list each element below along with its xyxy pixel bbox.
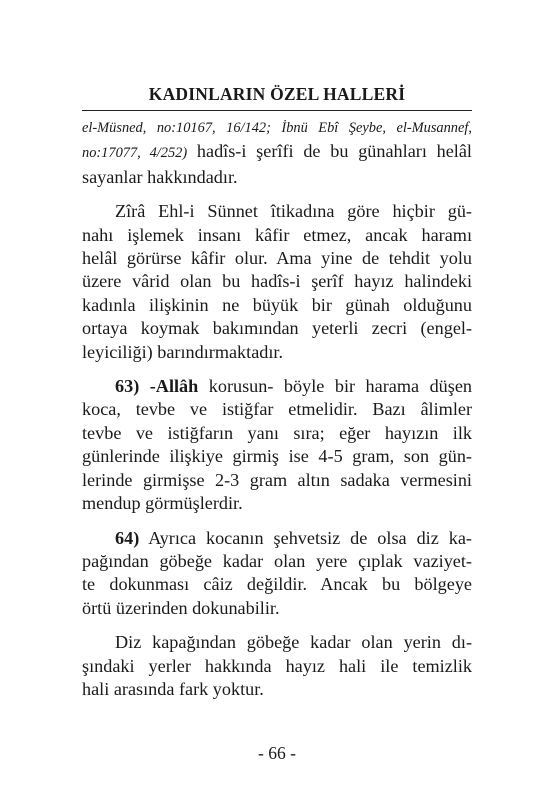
text-line: tevbe ve istiğfarın yanı sıra; eğer hayızın ilk <box>82 422 472 443</box>
body-text <box>82 117 472 701</box>
citation-line: el-Müsned, no:10167, 16/142; İbnü Ebî Şeybe, el-Musannef, <box>82 120 472 136</box>
text-line: leyiciliği) barındırmaktadır. <box>82 341 284 362</box>
text-line: ortaya koymak bakımından yeterli zecri (engel- <box>82 318 472 339</box>
text-line <box>82 375 472 398</box>
text-fragment: Ayrıca kocanın şehvetsiz de olsa diz ka- <box>139 527 472 548</box>
text-line: te dokunması câiz değildir. Ancak bu bölgeye <box>82 574 472 595</box>
paragraph-diz-kapagi <box>82 631 472 701</box>
text-line: Diz kapağından göbeğe kadar olan yerin dı- <box>115 632 472 653</box>
text-line: nahı işlemek insanı kâfir etmez, ancak haramı <box>82 224 472 245</box>
text-line: pağından göbeğe kadar olan yere çıplak vaziyet- <box>82 550 472 571</box>
header-rule <box>82 110 472 111</box>
text-line: örtü üzerinden dokunabilir. <box>82 597 280 618</box>
text-fragment: hadîs-i şerîfi de bu günahları helâl <box>187 141 472 162</box>
text-line: üzere vârid olan bu hadîs-i şerîf hayız halindeki <box>82 271 472 292</box>
running-head: KADINLARIN ÖZEL HALLERİ <box>148 84 406 104</box>
paragraph-citation-end <box>82 117 472 189</box>
text-line: Zîrâ Ehl-i Sünnet îtikadına göre hiçbir gü- <box>115 201 472 222</box>
text-line: mendup görmüşlerdir. <box>82 493 243 514</box>
text-line: kadınla ilişkinin ne büyük bir günah olduğunu <box>82 294 472 315</box>
text-line: sayanlar hakkındadır. <box>82 166 238 187</box>
paragraph-64 <box>82 527 472 621</box>
page-number: - 66 - <box>258 743 296 763</box>
text-line: hali arasında fark yoktur. <box>82 678 264 699</box>
text-line: koca, tevbe ve istiğfar etmelidir. Bazı âlimler <box>82 399 472 420</box>
paragraph-63 <box>82 375 472 515</box>
text-line: şındaki yerler hakkında hayız hali ile temizlik <box>82 655 472 676</box>
text-line: günlerinde ilişkiye girmiş ise 4-5 gram, son gün- <box>82 446 472 467</box>
item-number-63: 63) -Allâh <box>115 376 199 397</box>
text-line <box>82 140 472 165</box>
text-line <box>82 527 472 550</box>
citation-fragment: no:17077, 4/252) <box>82 145 188 162</box>
text-fragment: korusun- böyle bir harama düşen <box>198 376 473 397</box>
item-number-64: 64) <box>115 527 140 548</box>
text-line: helâl görürse kâfir olur. Ama yine de tehdit yolu <box>82 248 472 269</box>
paragraph-ehl-i-sunnet <box>82 200 472 364</box>
text-line: lerinde girmişse 2-3 gram altın sadaka vermesini <box>82 469 472 490</box>
